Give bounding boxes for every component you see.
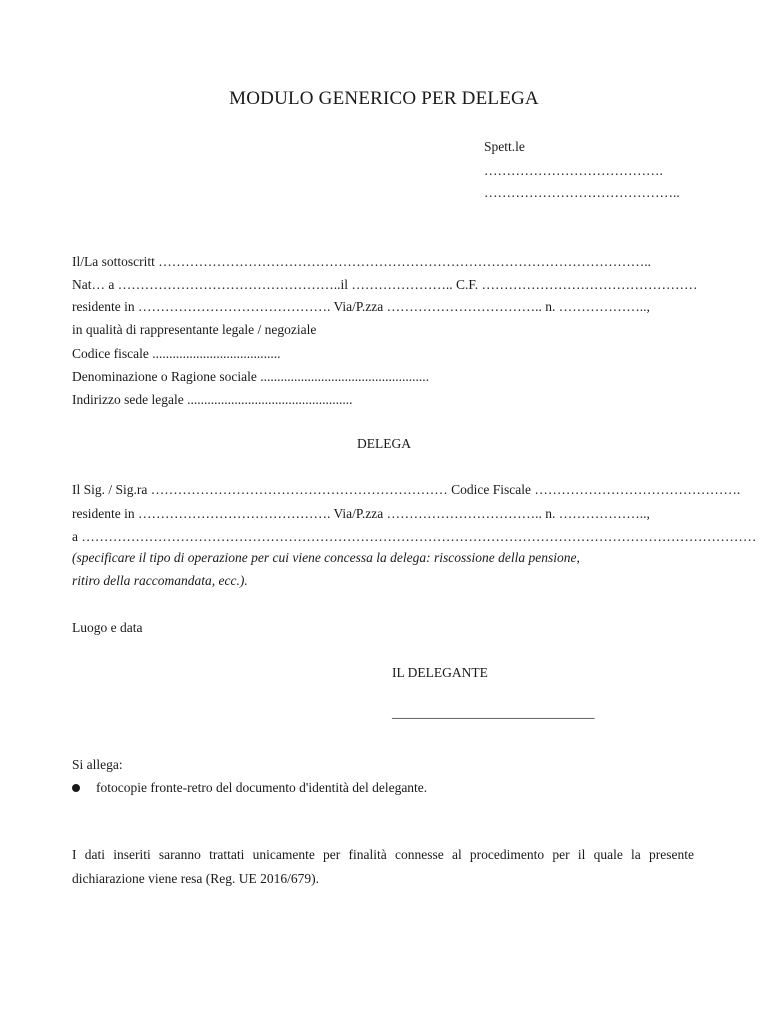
attachments-label: Si allega: [72,757,123,772]
bullet-icon [72,784,80,792]
delegate-note-line-2: ritiro della raccomandata, ecc.). [72,573,248,588]
signature-label: IL DELEGANTE [392,665,488,680]
delega-heading: DELEGA [357,436,411,451]
delegate-note-line-1: (specificare il tipo di operazione per cui viene concessa la delega: riscossione della pensione, [72,550,580,565]
delegator-address-line: Indirizzo sede legale ................................................. [72,392,353,407]
delegate-purpose-line: a …………………………………………………………………………………………………………………………………… [72,529,757,544]
delegate-residence-line: residente in ……………………………………. Via/P.zza …………………………….. n. ……………….., [72,506,650,521]
recipient-salutation: Spett.le [484,139,525,154]
delegator-role-line: in qualità di rappresentante legale / negoziale [72,322,317,337]
delegator-company-name-line: Denominazione o Ragione sociale .................................................. [72,369,429,384]
place-date-label: Luogo e data [72,620,143,635]
attachment-item: fotocopie fronte-retro del documento d'identità del delegante. [96,780,428,795]
recipient-line-1: …………………………………. [484,163,663,178]
delegator-residence-line: residente in ……………………………………. Via/P.zza …………………………….. n. ……………….., [72,299,650,314]
privacy-notice: I dati inseriti saranno trattati unicamente per finalità connesse al procedimento per il quale la presente dichiarazione viene resa (Reg. UE 2016/679). [72,847,694,886]
delegator-tax-code-line: Codice fiscale ...................................... [72,346,281,361]
delegator-name-line: Il/La sottoscritt ……………………………………………………………………………………………….. [72,254,651,269]
document-title: MODULO GENERICO PER DELEGA [229,88,539,109]
delegate-name-line: Il Sig. / Sig.ra ………………………………………………………… Codice Fiscale ………………………………………. [72,482,741,497]
delegator-birth-line: Nat… a …………………………………………..il ………………….. C.F. ………………………………………… [72,277,698,292]
signature-line: ______________________________ [392,705,595,720]
recipient-line-2: …………………………………….. [484,185,680,200]
